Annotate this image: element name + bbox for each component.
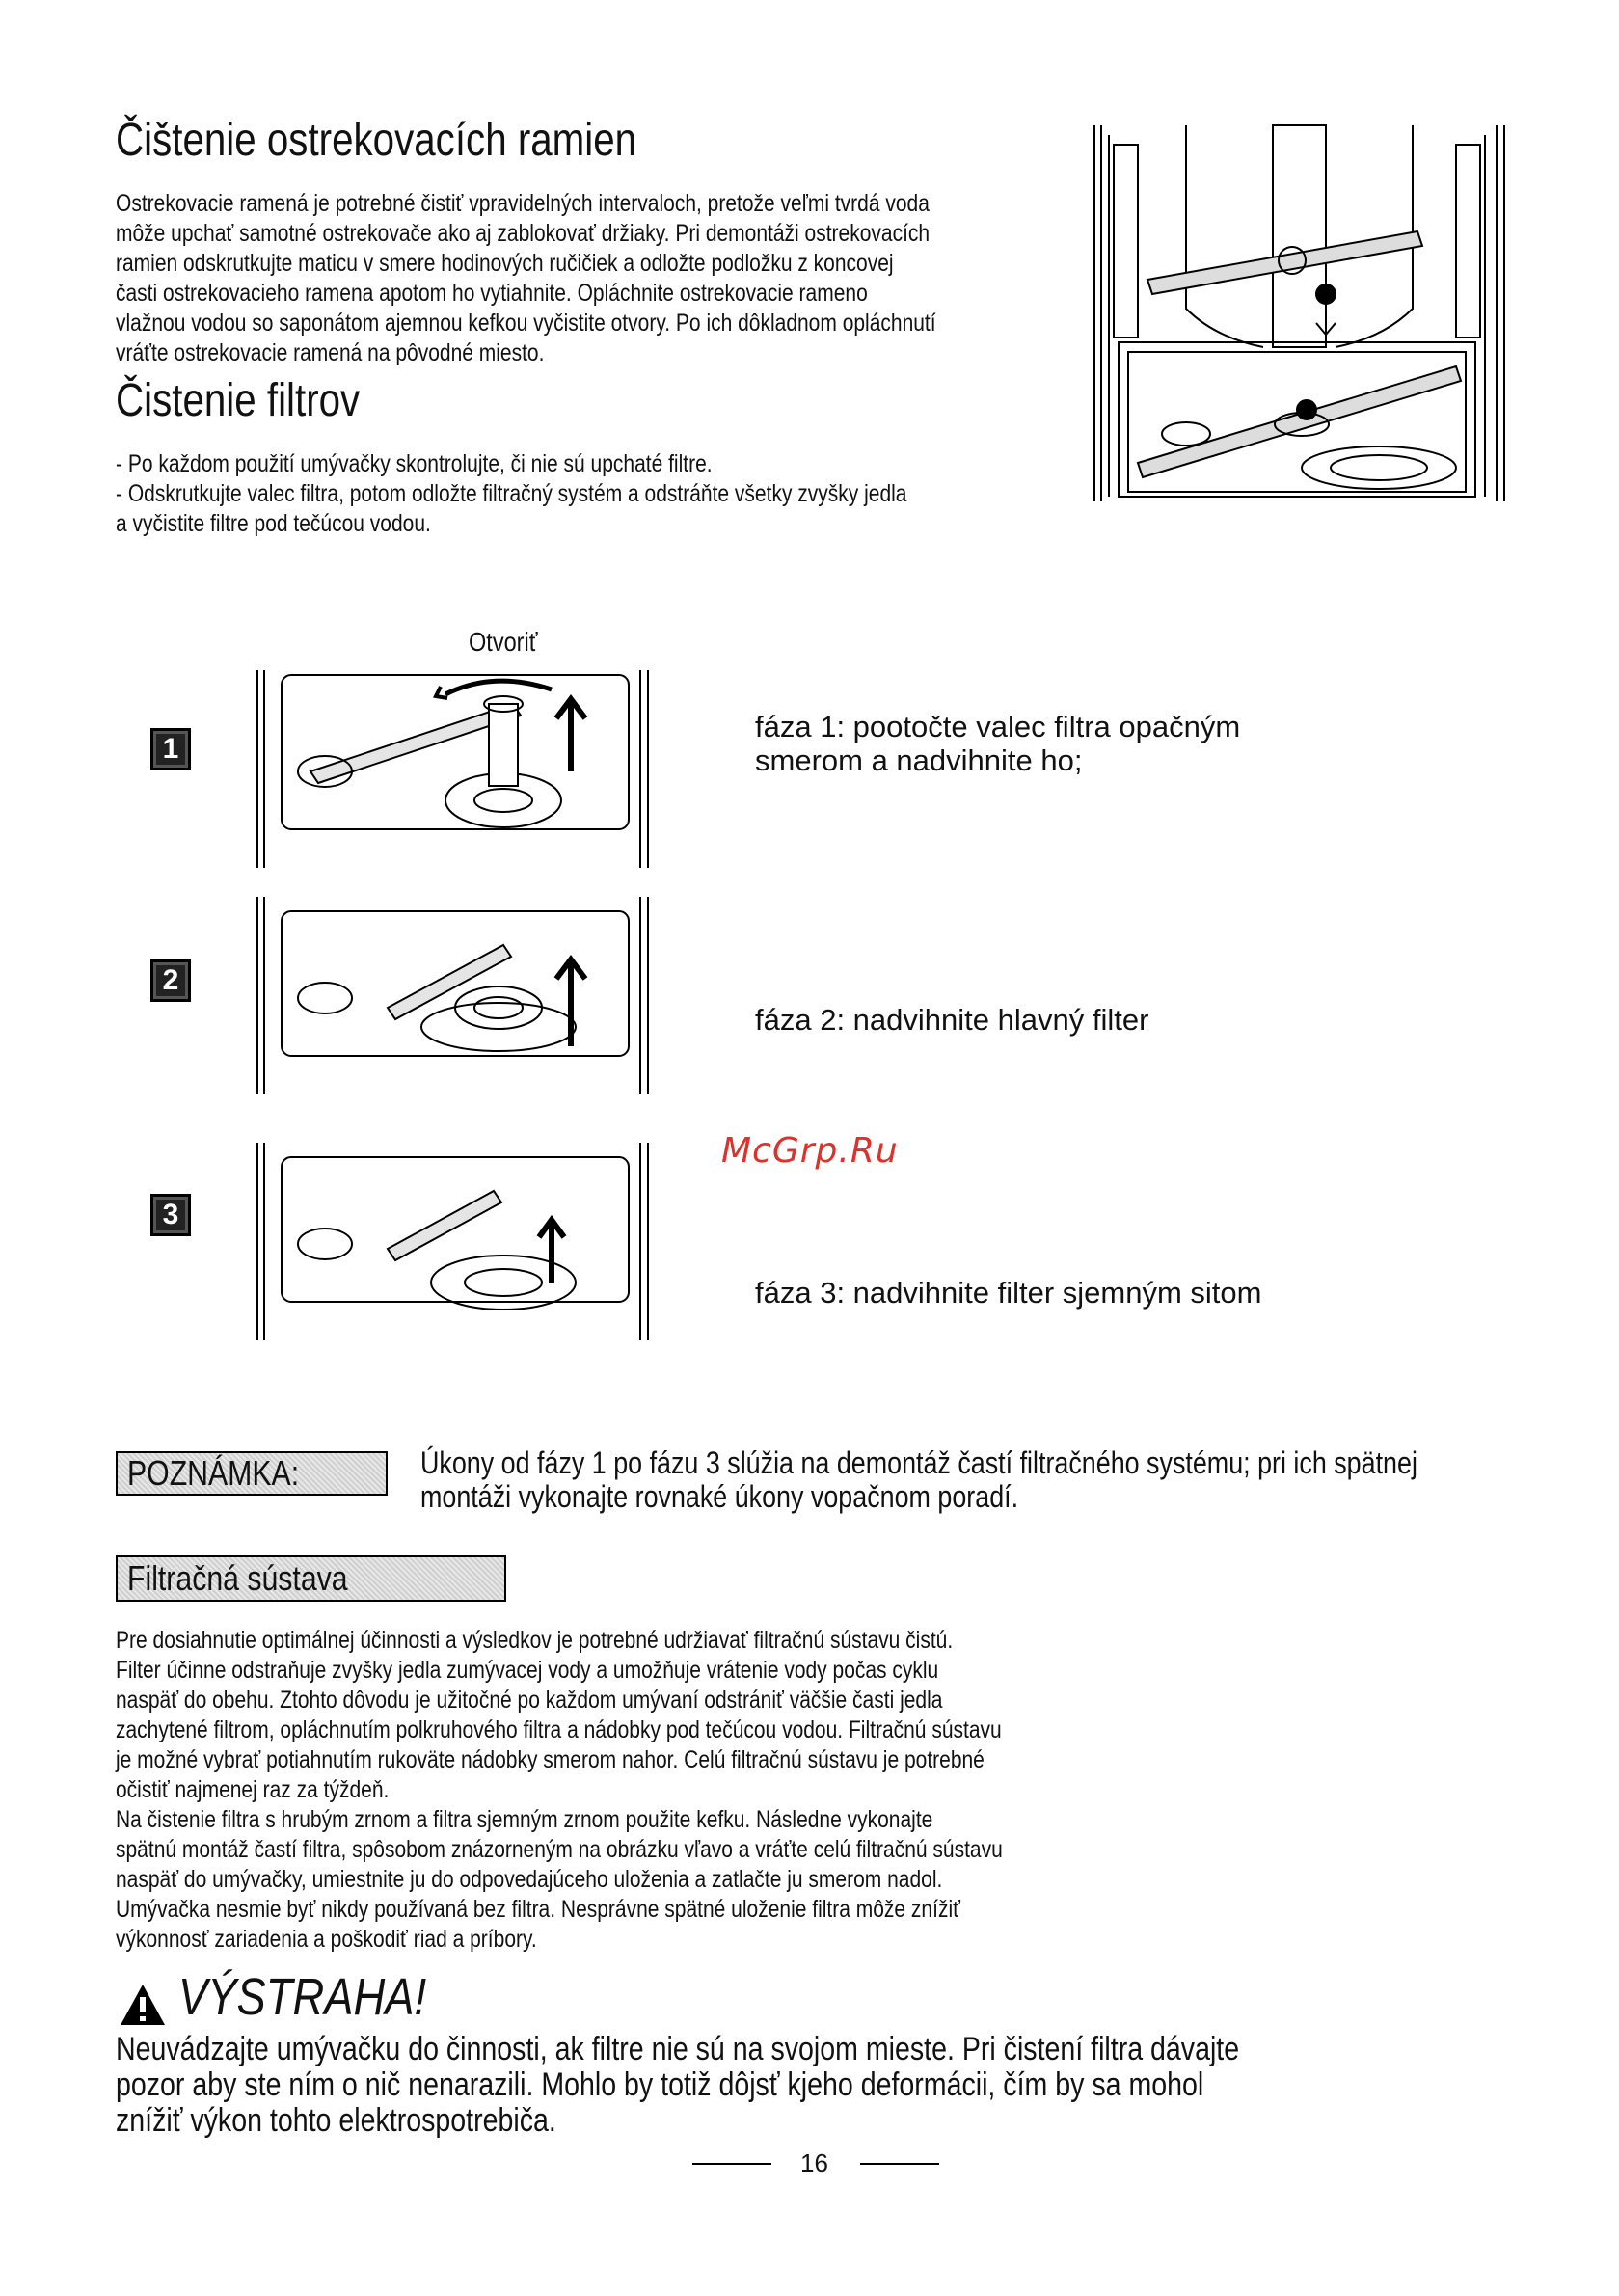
note-text — [420, 1446, 1595, 1514]
filter-step-3-illustration — [253, 1138, 658, 1345]
text-line: pozor aby ste ním o nič nenarazili. Mohlo by totiž dôjsť kjeho deformácii, čím by sa mohol — [116, 2066, 1204, 2103]
text-line: Filter účinne odstraňuje zvyšky jedla zumývacej vody a umožňuje vrátenie vody počas cyklu — [116, 1657, 939, 1684]
text-line: naspäť do umývačky, umiestnite ju do odpovedajúceho uloženia a zatlačte ju smerom nadol. — [116, 1866, 943, 1893]
note-label-box — [116, 1451, 388, 1496]
text-line: očistiť najmenej raz za týždeň. — [116, 1776, 390, 1803]
text-line: zachytené filtrom, opláchnutím polkruhového filtra a nádobky pod tečúcou vodou. Filtračnú sústavu — [116, 1716, 1002, 1743]
text-line: Neuvádzajte umývačku do činnosti, ak filtre nie sú na svojom mieste. Pri čistení filtra dávajte — [116, 2031, 1240, 2067]
text-line: ramien odskrutkujte maticu v smere hodinových ručičiek a odložte podložku z koncovej — [116, 250, 894, 277]
text-line: je možné vybrať potiahnutím rukoväte nádobky smerom nahor. Celú filtračnú sústavu je potrebné — [116, 1746, 985, 1773]
step-number-2: 2 — [150, 959, 191, 1002]
warning-title: VÝSTRAHA! — [178, 1968, 427, 2026]
warning-text — [116, 2032, 1412, 2139]
section-title-spray-arms: Čištenie ostrekovacích ramien — [116, 115, 637, 166]
text-line: Úkony od fázy 1 po fázu 3 slúžia na demontáž častí filtračného systému; pri ich spätnej — [420, 1445, 1417, 1480]
open-label: Otvoriť — [469, 627, 538, 657]
step-number-3: 3 — [150, 1194, 191, 1236]
text-line: - Odskrutkujte valec filtra, potom odložte filtračný systém a odstráňte všetky zvyšky jedla — [116, 480, 907, 507]
text-line: výkonnosť zariadenia a poškodiť riad a príbory. — [116, 1926, 537, 1953]
step-1-text — [755, 710, 1240, 777]
filter-step-1-illustration — [253, 665, 658, 873]
warning-icon — [119, 1983, 167, 2027]
section-title-filters: Čistenie filtrov — [116, 375, 361, 426]
text-line: vlažnou vodou so saponátom ajemnou kefkou vyčistite otvory. Po ich dôkladnom opláchnutí — [116, 310, 936, 337]
text-line: - Po každom použití umývačky skontrolujte, či nie sú upchaté filtre. — [116, 450, 713, 477]
text-line: Umývačka nesmie byť nikdy používaná bez filtra. Nesprávne spätné uloženie filtra môže znížiť — [116, 1896, 961, 1923]
text-line: smerom a nadvihnite ho; — [755, 743, 1083, 777]
text-line: Ostrekovacie ramená je potrebné čistiť vpravidelných intervaloch, pretože veľmi tvrdá voda — [116, 190, 930, 217]
filter-step-2-illustration — [253, 892, 658, 1099]
filter-system-label: Filtračná sústava — [127, 1558, 348, 1598]
page-number: 16 — [800, 2148, 828, 2177]
text-line: a vyčistite filtre pod tečúcou vodou. — [116, 510, 431, 537]
step-number-1: 1 — [150, 728, 191, 770]
watermark: McGrp.Ru — [721, 1131, 899, 1171]
page-number-rule-left — [692, 2163, 771, 2165]
filters-paragraph — [116, 449, 1169, 539]
text-line: Pre dosiahnutie optimálnej účinnosti a výsledkov je potrebné udržiavať filtračnú sústavu čistú. — [116, 1627, 954, 1654]
text-line: časti ostrekovacieho ramena apotom ho vytiahnite. Opláchnite ostrekovacie rameno — [116, 280, 868, 307]
text-line: Na čistenie filtra s hrubým zrnom a filtra sjemným zrnom použite kefku. Následne vykonajte — [116, 1806, 933, 1833]
page-number-rule-right — [860, 2163, 939, 2165]
text-line: spätnú montáž častí filtra, spôsobom znázorneným na obrázku vľavo a vráťte celú filtračnú sústavu — [116, 1836, 1003, 1863]
spray-arm-illustration — [1090, 116, 1514, 506]
text-line: naspäť do obehu. Ztohto dôvodu je užitočné po každom umývaní odstrániť väčšie časti jedla — [116, 1687, 943, 1714]
text-line: môže upchať samotné ostrekovače ako aj zablokovať držiaky. Pri demontáži ostrekovacích — [116, 220, 931, 247]
filter-system-paragraph — [116, 1626, 1250, 1955]
text-line: montáži vykonajte rovnaké úkony vopačnom poradí. — [420, 1479, 1019, 1514]
text-line: vráťte ostrekovacie ramená na pôvodné miesto. — [116, 339, 545, 366]
filter-system-label-box — [116, 1555, 506, 1602]
text-line: fáza 1: pootočte valec filtra opačným — [755, 710, 1241, 743]
spray-arms-paragraph — [116, 189, 974, 368]
text-line: fáza 2: nadvihnite hlavný filter — [755, 1003, 1149, 1037]
note-label: POZNÁMKA: — [127, 1453, 300, 1493]
text-line: fáza 3: nadvihnite filter sjemným sitom — [755, 1276, 1262, 1310]
step-3-text — [755, 1276, 1262, 1310]
step-2-text — [755, 1003, 1148, 1037]
text-line: znížiť výkon tohto elektrospotrebiča. — [116, 2102, 556, 2139]
